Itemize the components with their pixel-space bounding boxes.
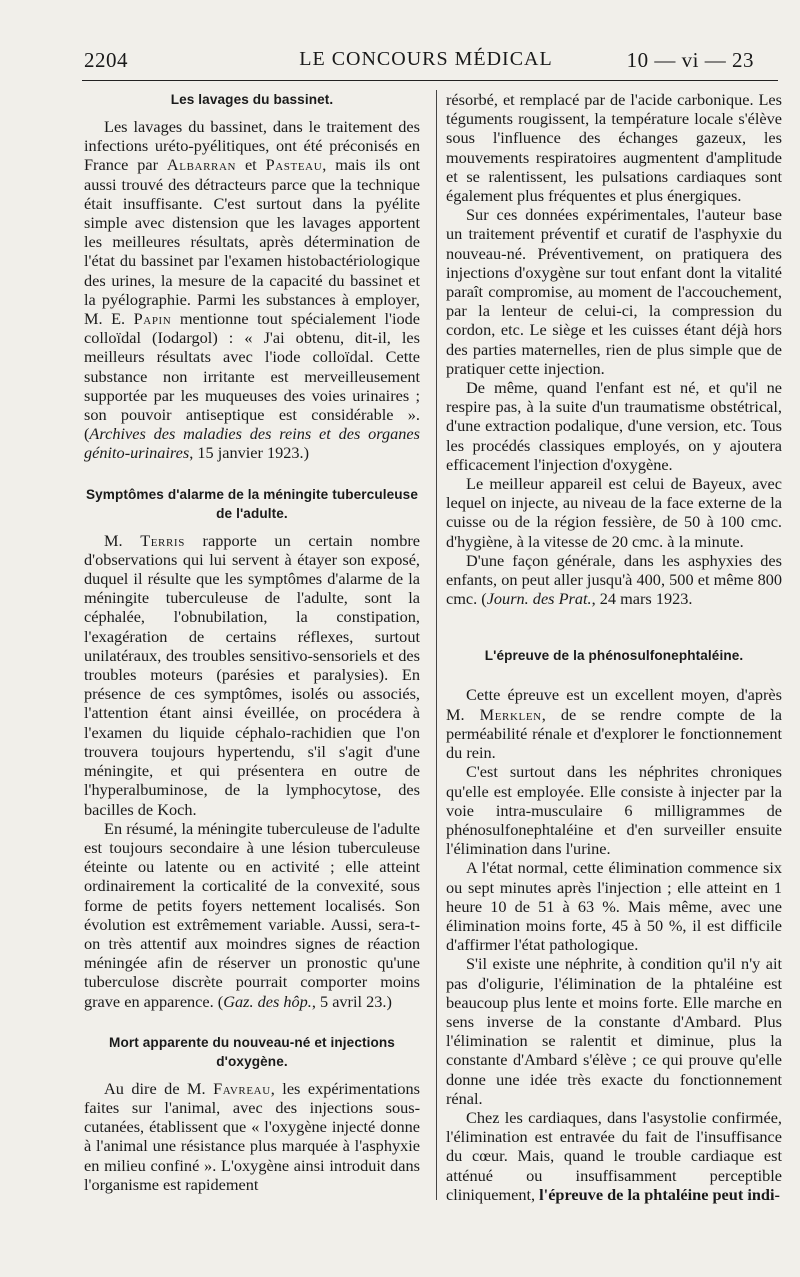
- section-title-mort-apparente: Mort apparente du nouveau-né et injections d'oxygène.: [109, 1034, 395, 1069]
- paragraph-oxygene-2: Sur ces données expérimentales, l'auteur base un traitement préventif et curatif de l'asphyxie du nouveau-né. Préventivement, on pratiquera des injections d'oxygène sur tout enfant dont la vitalité paraît compromise, au moment de l'accouchement, par la lenteur de celui-ci, la compression du cordon, etc. Le siège et les cuisses étant déjà hors des parties maternelles, rien de plus simple que de pratiquer cette injection.: [446, 205, 782, 378]
- paragraph-phtaleine-3: A l'état normal, cette élimination commence six ou sept minutes après l'injection ; elle atteint en 1 heure 10 de 51 à 63 %. Mais même, avec une élimination moins forte, 45 à 50 %, il est difficile d'affirmer l'état pathologique.: [446, 858, 782, 955]
- paragraph-meningite-1: M. Terris rapporte un certain nombre d'observations qui lui servent à étayer son exposé, duquel il résulte que les symptômes d'alarme de la méningite tuberculeuse de l'adulte, sont la céphalée, l'obnubilation, la constipation, l'exagération de certains réflexes, surtout unilatéraux, des troubles sensitivo-sensoriels et des troubles moteurs (parésies et paralysies). En présence de ces symptômes, isolés ou associés, l'attention étant ainsi éveillée, on procédera à l'examen du liquide céphalo-rachidien que l'on trouvera toujours hypertendu, s'il s'agit d'une méningite, et qui présentera en outre de l'hyperalbuminose, de la lymphocytose, des bacilles de Koch.: [84, 530, 420, 819]
- issue-date: 10 — vi — 23: [626, 48, 754, 72]
- paragraph-phtaleine-5: Chez les cardiaques, dans l'asystolie confirmée, l'élimination est entravée du fait de l'insuffisance du cœur. Mais, quand le trouble cardiaque est atténué ou insuffisamment perceptible cliniquement, l'épreuve de la phtaléine peut indi-: [446, 1107, 782, 1204]
- section-title-lavages: Les lavages du bassinet.: [170, 92, 334, 107]
- paragraph-oxygene-4: Le meilleur appareil est celui de Bayeux, avec lequel on injecte, au niveau de la face externe de la cuisse ou de la région fessière, de 50 à 100 cmc. d'hygiène, à la vitesse de 20 cmc. à la minute.: [446, 474, 782, 551]
- paragraph-oxygene-3: De même, quand l'enfant est né, et qu'il ne respire pas, à la suite d'un traumatisme obstétrical, d'une extraction podalique, d'une version, etc. Tous les procédés classiques employés, on y ajoutera efficacement l'injection d'oxygène.: [446, 378, 782, 474]
- left-column: [84, 90, 420, 1194]
- journal-title: LE CONCOURS MÉDICAL: [299, 48, 553, 70]
- column-divider: [436, 90, 437, 1200]
- paragraph-phtaleine-1: Cette épreuve est un excellent moyen, d'après M. Merklen, de se rendre compte de la perméabilité rénale et d'explorer le fonctionnement du rein.: [446, 685, 782, 763]
- section-title-phenosulfonephtaleine: L'épreuve de la phénosulfonephtaléine.: [484, 648, 744, 664]
- header-rule: [82, 80, 778, 81]
- right-column: [446, 90, 782, 1204]
- page-number: 2204: [84, 48, 128, 72]
- paragraph-oxygene-1: résorbé, et remplacé par de l'acide carbonique. Les téguments rougissent, la température locale s'élève sous l'influence des échanges gazeux, les mouvements respiratoires augmentent d'amplitude et se ralentissent, les pulsations cardiaques sont également plus fréquentes et plus énergiques.: [446, 90, 782, 206]
- paragraph-lavages: Les lavages du bassinet, dans le traitement des infections uréto-pyélitiques, ont été préconisés en France par Albarran et Pasteau, mais ils ont aussi trouvé des détracteurs parce que la technique était insuffisante. C'est surtout dans la pyélite simple avec distension que les lavages apportent les meilleures résultats, après détermination de l'état du bassinet par l'examen histobactériologique des urines, la mesure de la capacité du bassinet et la pyélographie. Parmi les substances à employer, M. E. Papin mentionne tout spécialement l'iode colloïdal (Iodargol) : « J'ai obtenu, dit-il, les meilleurs résultats avec l'iode colloïdal. Cette substance non irritante est merveilleusement supportée par les muqueuses des voies urinaires ; son pouvoir antiseptique est considérable ». (Archives des maladies des reins et des organes génito-urinaires, 15 janvier 1923.): [84, 117, 421, 463]
- paragraph-meningite-2: En résumé, la méningite tuberculeuse de l'adulte est toujours secondaire à une lésion tuberculeuse éteinte ou latente ou en activité ; elle atteint ordinairement la corticalité de la convexité, sous forme de petits foyers nettement localisés. Son évolution est extrêmement variable. Aussi, sera-t-on très attentif aux moindres signes de réaction méningée afin de réserver un pronostic qu'une tuberculose discrète pourrait comporter moins grave en apparence. (Gaz. des hôp., 5 avril 23.): [84, 818, 420, 1011]
- paragraph-phtaleine-4: S'il existe une néphrite, à condition qu'il n'y ait pas d'oligurie, l'élimination de la phtaléine est beaucoup plus lente et moins forte. Elle marche en sens inverse de la constante d'Ambard. Plus l'élimination se ralentit et diminue, plus la constante d'Ambard s'élève ; ce qui prouve qu'elle donne une idée très exacte du fonctionnement rénal.: [446, 954, 782, 1108]
- section-title-meningite: Symptômes d'alarme de la méningite tuberculeuse de l'adulte.: [85, 486, 419, 521]
- paragraph-oxygene-5: D'une façon générale, dans les asphyxies des enfants, on peut aller jusqu'à 400, 500 et même 800 cmc. (Journ. des Prat., 24 mars 1923.: [446, 550, 782, 609]
- paragraph-phtaleine-2: C'est surtout dans les néphrites chroniques qu'elle est employée. Elle consiste à injecter par la voie intra-musculaire 6 milligrammes de phénosulfonephtaléine et d'en surveiller ensuite l'élimination dans l'urine.: [446, 762, 782, 859]
- running-header: [72, 48, 780, 76]
- paragraph-mort-apparente: Au dire de M. Favreau, les expérimentations faites sur l'animal, avec des injections sous-cutanées, établissent que « l'oxygène injecté donne à l'animal une résistance plus marquée à l'asphyxie en milieu confiné ». L'oxygène ainsi introduit dans l'organisme est rapidement: [84, 1078, 421, 1194]
